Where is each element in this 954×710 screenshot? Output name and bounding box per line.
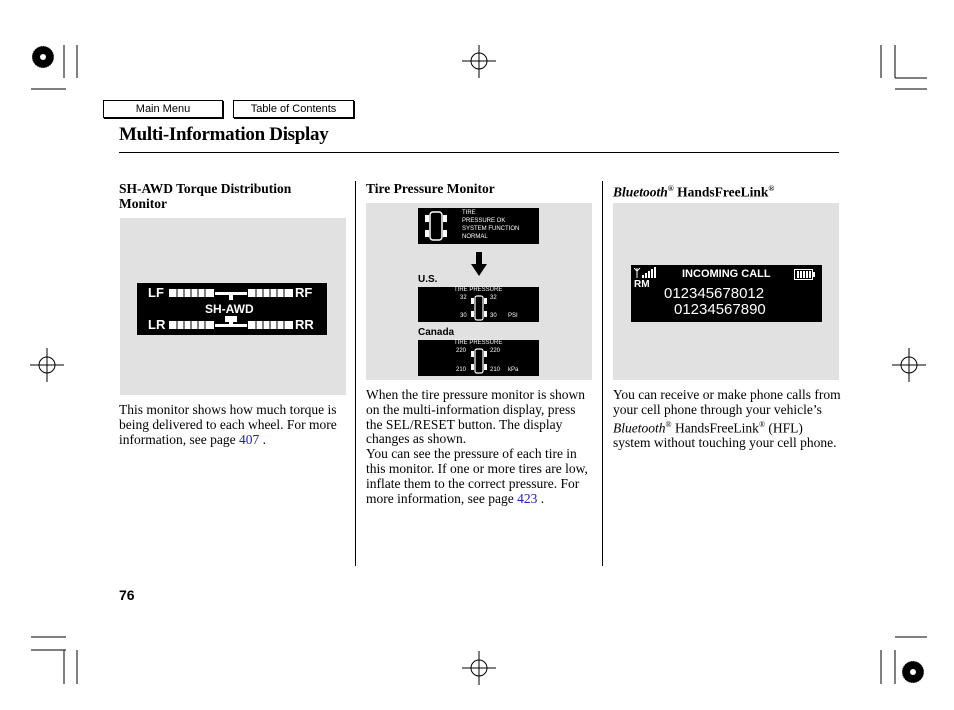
us-label: U.S. — [418, 274, 438, 285]
tpms-line-1: TIRE — [462, 210, 476, 216]
us-front-right-value: 32 — [490, 295, 497, 301]
us-display-title: TIRE PRESSURE — [454, 287, 503, 293]
tpms-line-2: PRESSURE OK — [462, 218, 506, 224]
tire-pressure-heading: Tire Pressure Monitor — [366, 181, 495, 196]
title-divider — [119, 152, 839, 153]
bluetooth-heading-italic: Bluetooth — [613, 184, 668, 200]
phone-number-line-1: 012345678012 — [664, 285, 765, 302]
canada-unit: kPa — [508, 367, 519, 373]
tpms-line-3: SYSTEM FUNCTION — [462, 226, 520, 232]
arrow-down-icon — [471, 252, 487, 276]
sh-awd-lf-label: LF — [148, 285, 164, 300]
registered-mark: ® — [665, 419, 672, 429]
us-rear-right-value: 30 — [490, 313, 497, 319]
canada-rear-left-value: 210 — [456, 367, 467, 373]
us-rear-left-value: 30 — [460, 313, 467, 319]
page-number: 76 — [119, 587, 135, 603]
main-menu-button[interactable]: Main Menu — [103, 100, 223, 118]
registered-mark: ® — [758, 419, 766, 429]
hfl-text-b: (HFL) system without touching your cell phone. — [613, 420, 837, 450]
tire-pressure-text-2: You can see the pressure of each tire in this monitor. If one or more tires are low, inflate them to the correct pressure. For more information, see page — [366, 446, 588, 506]
phone-number-line-2: 01234567890 — [674, 301, 766, 318]
torque-bars-graphic — [137, 283, 327, 335]
canada-display-title: TIRE PRESSURE — [454, 340, 503, 346]
hfl-description — [613, 388, 841, 451]
tire-pressure-text-2-wrap — [366, 447, 594, 506]
incoming-call-label: INCOMING CALL — [682, 268, 771, 280]
us-front-left-value: 32 — [460, 295, 467, 301]
table-of-contents-button[interactable]: Table of Contents — [233, 100, 354, 118]
car-top-view-icon — [470, 348, 488, 375]
signal-strength-icon — [634, 267, 660, 279]
tpms-line-4: NORMAL — [462, 234, 488, 240]
hfl-text-bluetooth: Bluetooth — [613, 420, 666, 436]
sh-awd-rf-label: RF — [295, 285, 313, 300]
registered-mark: ® — [667, 184, 674, 193]
canada-rear-right-value: 210 — [490, 367, 501, 373]
sh-awd-description — [119, 403, 339, 447]
car-top-view-icon — [423, 211, 449, 241]
page-423-link[interactable]: 423 — [517, 490, 538, 506]
page-407-link[interactable]: 407 — [238, 431, 260, 447]
column-divider-2 — [602, 181, 603, 566]
registered-mark: ® — [768, 184, 775, 193]
sh-awd-description-text: This monitor shows how much torque is being delivered to each wheel. For more information, see page — [119, 402, 337, 447]
bluetooth-heading-rest: HandsFreeLink — [673, 184, 769, 200]
roaming-indicator: RM — [634, 279, 650, 290]
tire-pressure-us-display — [418, 287, 539, 322]
sh-awd-center-label: SH-AWD — [205, 302, 254, 316]
sh-awd-display — [137, 283, 327, 335]
hfl-incoming-call-display — [631, 265, 822, 322]
bluetooth-heading — [613, 181, 774, 200]
tire-pressure-description — [366, 388, 594, 506]
sh-awd-heading: SH-AWD Torque Distribution Monitor — [119, 181, 292, 211]
hfl-text-handsfreelink: HandsFreeLink — [671, 420, 759, 436]
canada-front-right-value: 220 — [490, 348, 501, 354]
sh-awd-rr-label: RR — [295, 317, 314, 332]
tire-pressure-ok-display — [418, 208, 539, 244]
hfl-text-a: You can receive or make phone calls from your cell phone through your vehicle’s — [613, 387, 841, 417]
canada-label: Canada — [418, 327, 455, 338]
sh-awd-description-end: . — [262, 431, 266, 447]
column-divider-1 — [355, 181, 356, 566]
tire-pressure-text-1: When the tire pressure monitor is shown on the multi-information display, press the SEL/RESET button. The display changes as shown. — [366, 387, 585, 447]
canada-front-left-value: 220 — [456, 348, 467, 354]
us-unit: PSI — [508, 313, 518, 319]
tire-pressure-canada-display — [418, 340, 539, 376]
car-top-view-icon — [470, 295, 488, 321]
sh-awd-lr-label: LR — [148, 317, 166, 332]
battery-icon — [794, 269, 816, 280]
page-title: Multi-Information Display — [119, 124, 329, 145]
tire-pressure-text-end: . — [540, 490, 545, 506]
